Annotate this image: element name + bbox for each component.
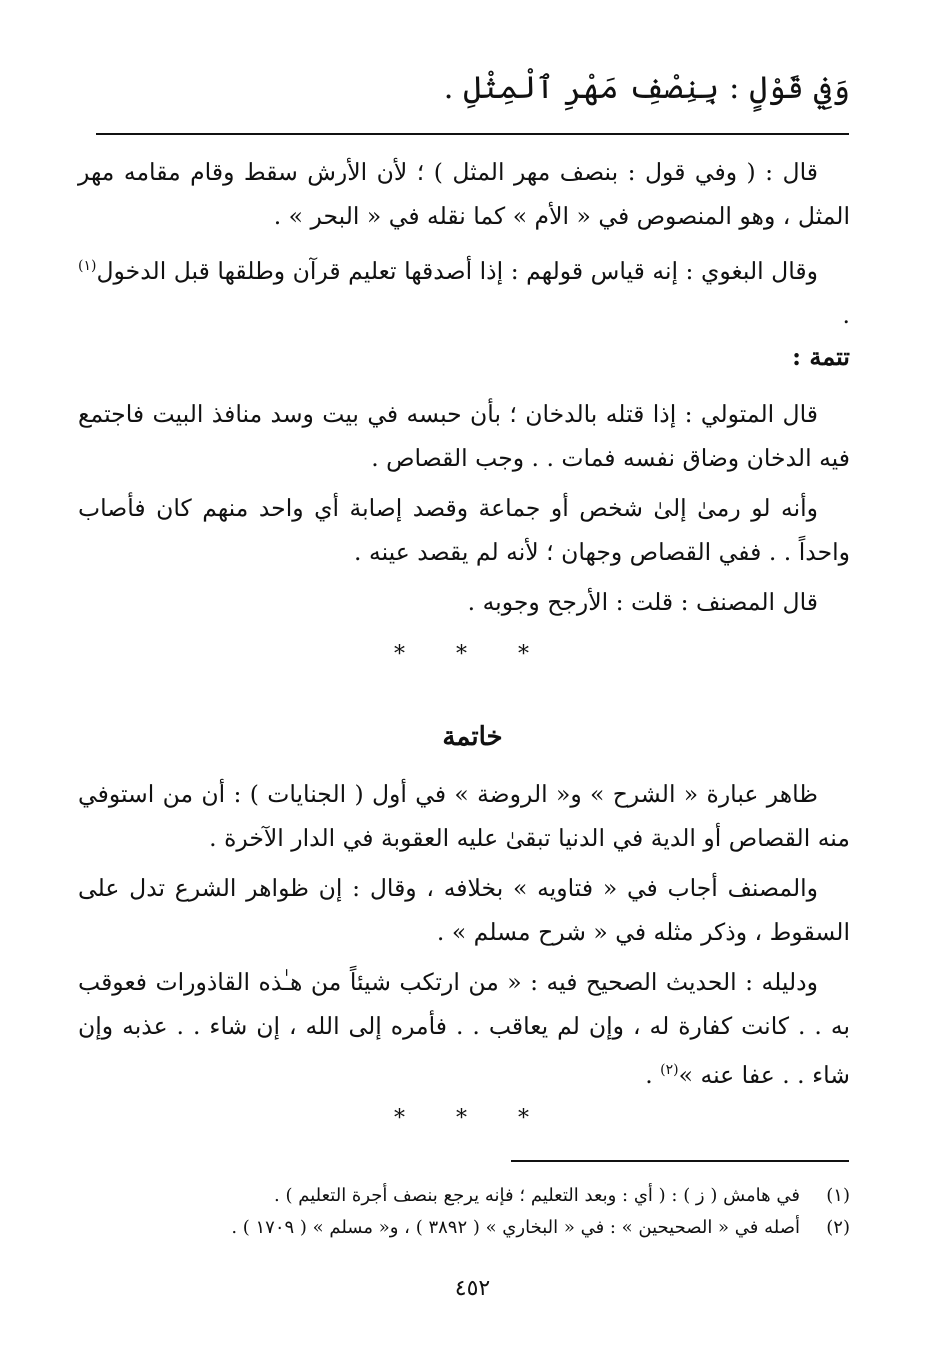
footnote-ref-2[interactable]: (٢) [660, 1062, 679, 1078]
page-number: ٤٥٢ [454, 1276, 491, 1301]
footnote-2 [95, 1212, 850, 1244]
section-separator: * * * [394, 642, 551, 667]
paragraph-with-footnote [78, 244, 850, 337]
paragraph-end: . [842, 300, 850, 329]
quoted-matn-line: وَفِي قَوْلٍ : بِنِصْفِ مَهْرِ ٱلْمِثْلِ . [443, 70, 850, 106]
paragraph-text: ودليله : الحديث الصحيح فيه : « من ارتكب شيئاً من هـٰذه القاذورات فعوقب به . . كانت كفارة له ، وإن لم يعاقب . . فأمره إلى الله ، إن شاء . . عذبه وإن شاء . . عفا عنه » [78, 968, 850, 1089]
footnote-number: (١) [826, 1185, 850, 1206]
footnote-ref-1[interactable]: (١) [78, 258, 97, 274]
footnotes [95, 1180, 850, 1244]
footnote-divider [511, 1160, 849, 1162]
paragraph-end: . [645, 1060, 661, 1089]
section-separator: * * * [394, 1106, 551, 1131]
paragraph-text: وقال البغوي : إنه قياس قولهم : إذا أصدقها تعليم قرآن وطلقها قبل الدخول [96, 256, 818, 285]
header-divider [96, 133, 849, 135]
khatima-heading: خاتمة [442, 722, 503, 752]
footnote-text: أصله في « الصحيحين » : في « البخاري » ( ٣٨٩٢ ) ، و« مسلم » ( ١٧٠٩ ) . [231, 1217, 800, 1238]
commentary-section-1 [78, 150, 850, 337]
paragraph: ظاهر عبارة « الشرح » و« الروضة » في أول ( الجنايات ) : أن من استوفي منه القصاص أو الدية في الدنيا تبقىٰ عليه العقوبة في الدار الآخرة . [78, 780, 850, 852]
paragraph: قال : ( وفي قول : بنصف مهر المثل ) ؛ لأن الأرش سقط وقام مقامه مهر المثل ، وهو المنصوص في « الأم » كما نقله في « البحر » . [78, 158, 850, 230]
paragraph-with-footnote [78, 960, 850, 1097]
paragraph: قال المتولي : إذا قتله بالدخان ؛ بأن حبسه في بيت وسد منافذ البيت فاجتمع فيه الدخان وضاق نفسه فمات . . وجب القصاص . [78, 400, 850, 472]
footnote-1 [95, 1180, 850, 1212]
paragraph: وأنه لو رمىٰ إلىٰ شخص أو جماعة وقصد إصابة أي واحد منهم كان فأصاب واحداً . . ففي القصاص وجهان ؛ لأنه لم يقصد عينه . [78, 494, 850, 566]
paragraph: والمصنف أجاب في « فتاويه » بخلافه ، وقال : إن ظواهر الشرع تدل على السقوط ، وذكر مثله في « شرح مسلم » . [78, 874, 850, 946]
footnote-number: (٢) [826, 1217, 850, 1238]
khatima-section [78, 772, 850, 1097]
paragraph: قال المصنف : قلت : الأرجح وجوبه . [467, 588, 818, 616]
tatimma-section [78, 392, 850, 624]
footnote-text: في هامش ( ز ) : ( أي : وبعد التعليم ؛ فإنه يرجع بنصف أجرة التعليم ) . [274, 1185, 800, 1206]
tatimma-heading: تتمة : [792, 342, 850, 371]
